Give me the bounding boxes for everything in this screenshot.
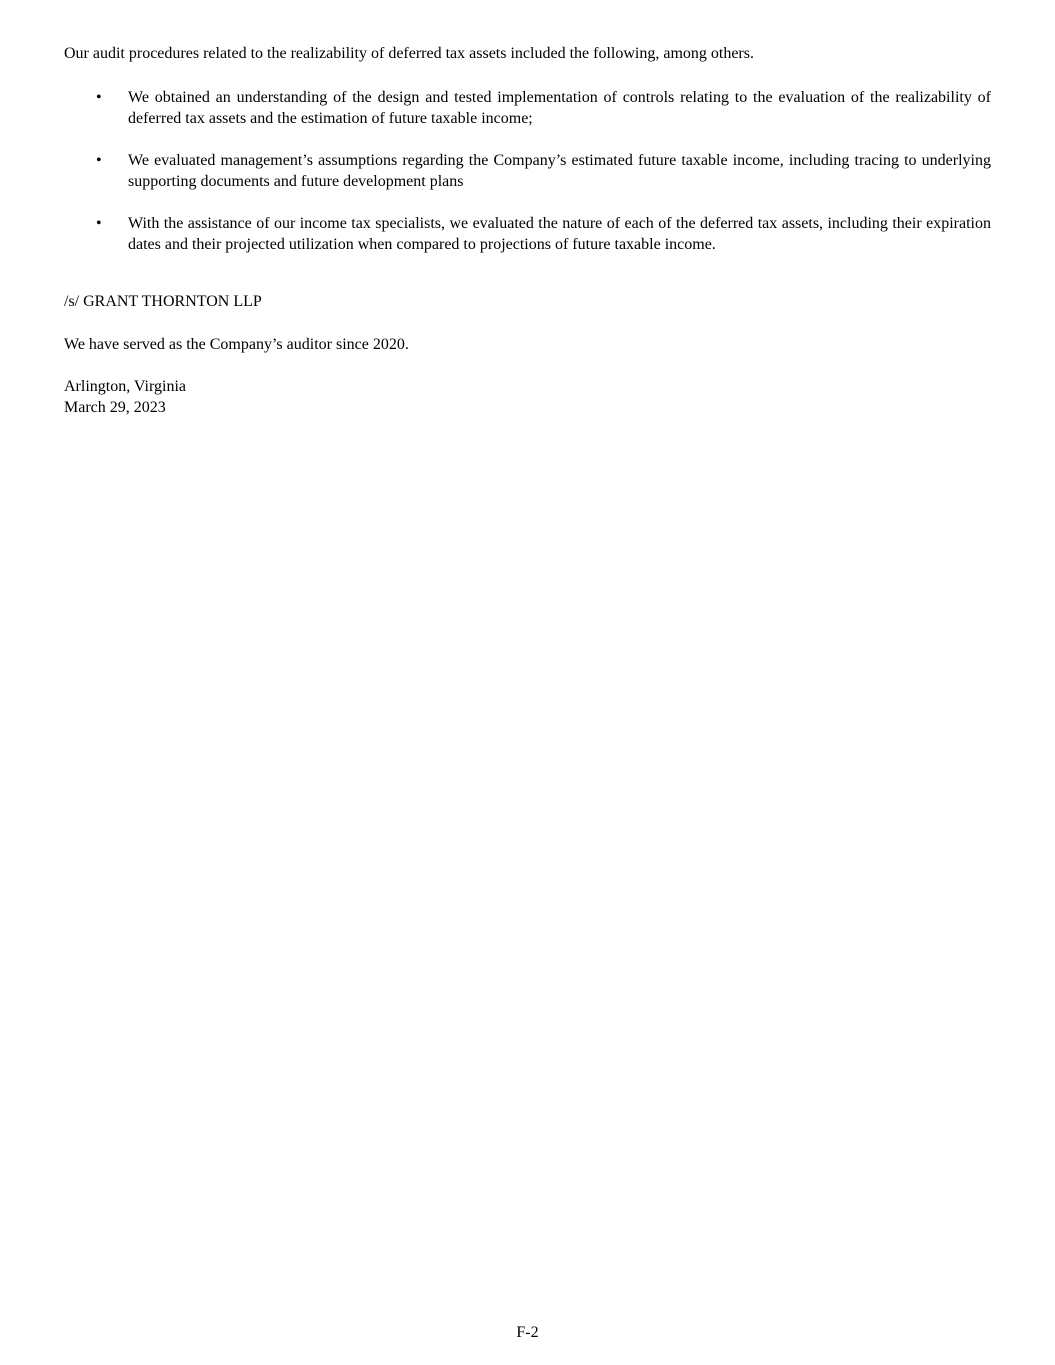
report-date: March 29, 2023 xyxy=(64,399,166,416)
document-page xyxy=(64,43,991,418)
auditor-signature: /s/ GRANT THORNTON LLP xyxy=(64,293,262,310)
list-item xyxy=(64,87,991,129)
list-item-text: With the assistance of our income tax specialists, we evaluated the nature of each of the deferred tax assets, including their expiration dates and their projected utilization when compared to projections of future taxable income. xyxy=(128,215,991,253)
bullet-icon: • xyxy=(96,152,102,169)
auditor-since-statement: We have served as the Company’s auditor since 2020. xyxy=(64,336,409,353)
list-item xyxy=(64,213,991,255)
location-block xyxy=(64,376,991,418)
location-city: Arlington, Virginia xyxy=(64,378,186,395)
list-item xyxy=(64,150,991,192)
bullet-icon: • xyxy=(96,215,102,232)
audit-procedures-list xyxy=(64,87,991,255)
intro-paragraph: Our audit procedures related to the realizability of deferred tax assets included the following, among others. xyxy=(64,45,754,62)
page-number: F-2 xyxy=(516,1324,539,1341)
list-item-text: We obtained an understanding of the design and tested implementation of controls relating to the evaluation of the realizability of deferred tax assets and the estimation of future taxable income; xyxy=(128,89,991,127)
bullet-icon: • xyxy=(96,89,102,106)
list-item-text: We evaluated management’s assumptions regarding the Company’s estimated future taxable income, including tracing to underlying supporting documents and future development plans xyxy=(128,152,991,190)
